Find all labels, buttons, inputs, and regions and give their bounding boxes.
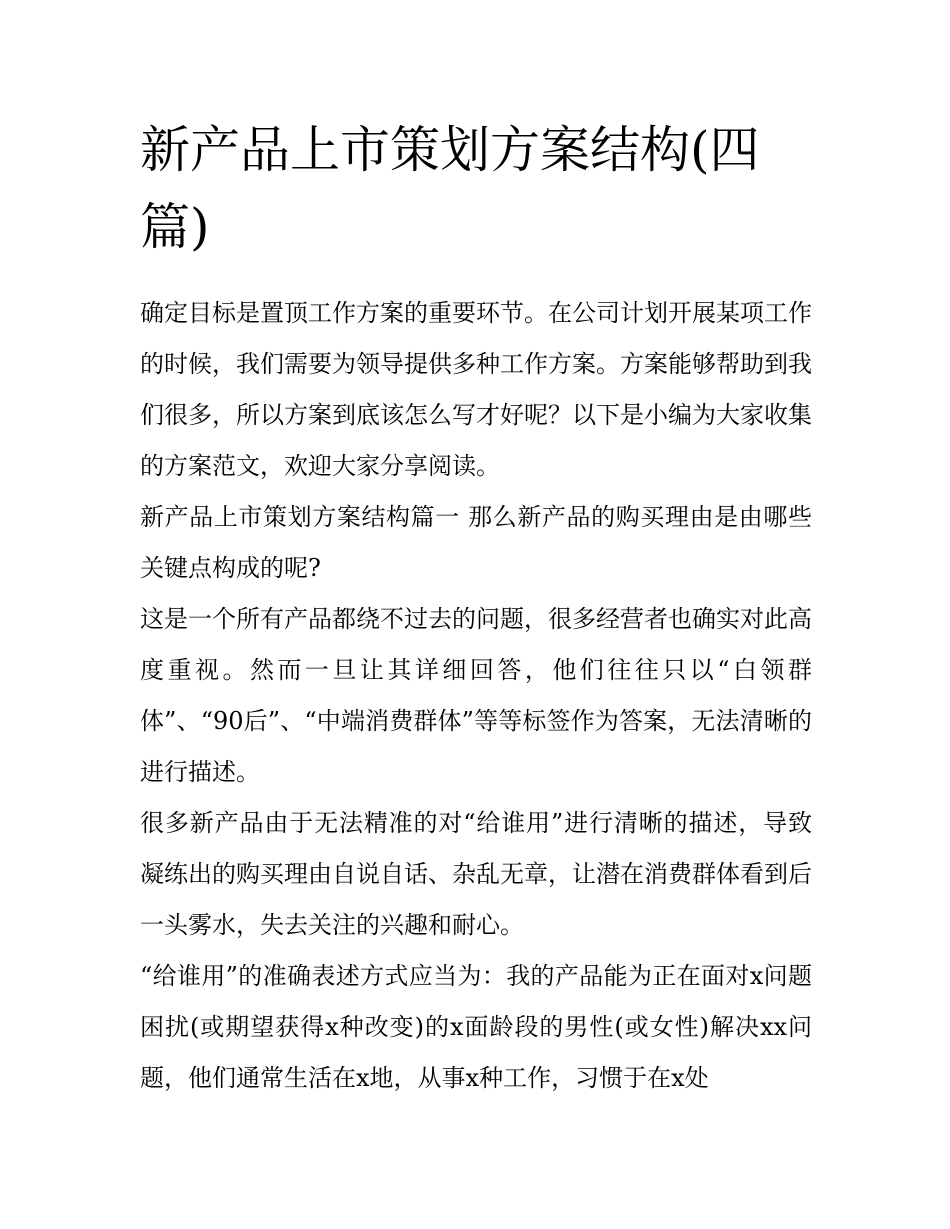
- paragraph-expression: “给谁用”的准确表述方式应当为：我的产品能为正在面对x问题困扰(或期望获得x种改变)的x面龄段的男性(或女性)解决xx问题，他们通常生活在x地，从事x种工作，习惯于在x处: [140, 962, 812, 1092]
- paragraph-question: 这是一个所有产品都绕不过去的问题，很多经营者也确实对此高度重视。然而一旦让其详细回答，他们往往只以“白领群体”、“90后”、“中端消费群体”等等标签作为答案，无法清晰的进行描述。: [140, 605, 812, 786]
- document-content: [140, 112, 812, 1104]
- paragraph-problem: 很多新产品由于无法精准的对“给谁用”进行清晰的描述，导致凝练出的购买理由自说自话、杂乱无章，让潜在消费群体看到后一头雾水，失去关注的兴趣和耐心。: [140, 809, 812, 939]
- paragraph-intro: 确定目标是置顶工作方案的重要环节。在公司计划开展某项工作的时候，我们需要为领导提供多种工作方案。方案能够帮助到我们很多，所以方案到底该怎么写才好呢？以下是小编为大家收集的方案范文，欢迎大家分享阅读。: [140, 299, 812, 480]
- paragraph-section-one: 新产品上市策划方案结构篇一 那么新产品的购买理由是由哪些关键点构成的呢?: [140, 503, 812, 582]
- document-body: [140, 288, 812, 1104]
- document-title: 新产品上市策划方案结构(四篇): [140, 121, 760, 256]
